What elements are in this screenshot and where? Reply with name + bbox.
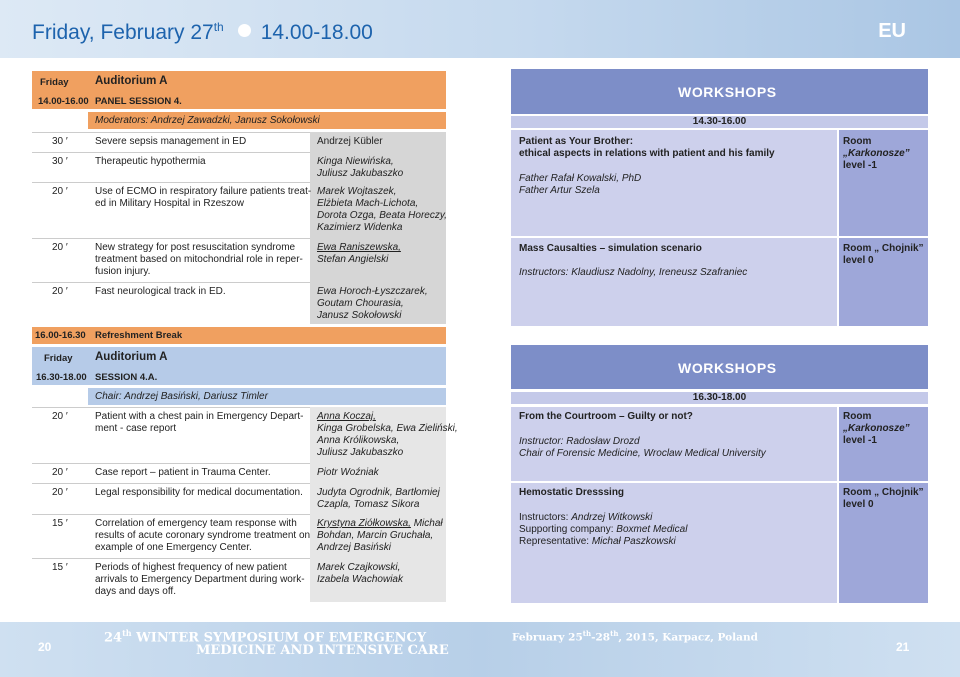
bullet-dot-icon: [238, 24, 251, 37]
row-title: Correlation of emergency team response with: [95, 518, 297, 529]
row-title: arrivals to Emergency Department during work-: [95, 574, 305, 585]
session-day: Friday: [44, 353, 73, 364]
row-authors: Ewa Raniszewska,: [317, 242, 401, 253]
row-duration: 30 ′: [52, 156, 68, 167]
workshop-people: Instructors: Klaudiusz Nadolny, Ireneusz Szafraniec: [519, 267, 748, 278]
workshop-people: Chair of Forensic Medicine, Wroclaw Medical University: [519, 448, 766, 459]
workshop-room: Room „ Chojnik”: [843, 243, 924, 254]
row-title: example of one Emergency Center.: [95, 542, 252, 553]
row-title: Therapeutic hypothermia: [95, 156, 206, 167]
row-title: days and days off.: [95, 586, 176, 597]
page-number-right: 21: [896, 640, 910, 654]
row-authors: Piotr Woźniak: [317, 467, 379, 478]
row-authors: Goutam Chourasia,: [317, 298, 404, 309]
workshop-title: ethical aspects in relations with patient and his family: [519, 148, 775, 159]
row-authors: Elżbieta Mach-Lichota,: [317, 198, 419, 209]
row-authors: Bohdan, Marcin Gruchała,: [317, 530, 434, 541]
workshops-title: WORKSHOPS: [678, 360, 777, 376]
row-duration: 20 ′: [52, 487, 68, 498]
workshop-people: Instructors: Andrzej Witkowski: [519, 512, 653, 523]
row-authors: Kinga Niewińska,: [317, 156, 394, 167]
row-duration: 20 ′: [52, 286, 68, 297]
workshop-title: Hemostatic Dresssing: [519, 487, 625, 498]
row-duration: 15 ′: [52, 562, 68, 573]
eu-badge: EU: [878, 20, 906, 42]
row-title: Severe sepsis management in ED: [95, 136, 247, 147]
row-authors: Stefan Angielski: [317, 254, 389, 265]
row-title: ment - case report: [95, 423, 177, 434]
footer-date: February 25th-28th, 2015, Karpacz, Poland: [512, 629, 758, 644]
workshop-title: Mass Causalties – simulation scenario: [519, 243, 702, 254]
workshop-room: „Karkonosze”: [843, 423, 910, 434]
workshop-people: Representative: Michał Paszkowski: [519, 536, 676, 547]
row-authors: Krystyna Ziółkowska, Michał: [317, 518, 443, 529]
row-title: New strategy for post resuscitation syndrome: [95, 242, 296, 253]
row-authors: Janusz Sokołowski: [317, 310, 402, 321]
row-authors: Dorota Ozga, Beata Horeczy,: [317, 210, 447, 221]
row-authors: Marek Wojtaszek,: [317, 186, 397, 197]
row-duration: 20 ′: [52, 467, 68, 478]
row-title: fusion injury.: [95, 266, 151, 277]
row-duration: 15 ′: [52, 518, 68, 529]
workshop-room: level -1: [843, 435, 877, 446]
workshop-room: Room: [843, 411, 872, 422]
workshop-people: Instructor: Radosław Drozd: [519, 436, 640, 447]
workshop-people: Father Rafał Kowalski, PhD: [519, 173, 642, 184]
session-title: SESSION 4.A.: [95, 372, 158, 383]
workshops-time: 16.30-18.00: [511, 392, 928, 404]
session-time: 14.00-16.00: [38, 96, 89, 107]
row-title: results of acute coronary syndrome treatment on: [95, 530, 311, 541]
row-title: Legal responsibility for medical documentation.: [95, 487, 303, 498]
row-authors: Judyta Ogrodnik, Bartłomiej: [317, 487, 440, 498]
workshop-title: From the Courtroom – Guilty or not?: [519, 411, 693, 422]
row-title: Fast neurological track in ED.: [95, 286, 226, 297]
workshop-people: Father Artur Szela: [519, 185, 600, 196]
row-authors: Kinga Grobelska, Ewa Zieliński,: [317, 423, 458, 434]
workshop-room: level -1: [843, 160, 877, 171]
row-title: treatment based on mitochondrial role in reper-: [95, 254, 303, 265]
footer-symposium-title: 24th WINTER SYMPOSIUM OF EMERGENCY MEDICINE AND INTENSIVE CARE: [104, 628, 449, 659]
row-authors: Czapla, Tomasz Sikora: [317, 499, 420, 510]
session-title: PANEL SESSION 4.: [95, 96, 182, 107]
page-header-title: Friday, February 27th 14.00-18.00: [32, 20, 373, 44]
session-auditorium: Auditorium A: [95, 351, 168, 363]
session-moderators: Moderators: Andrzej Zawadzki, Janusz Sokołowski: [95, 115, 320, 126]
workshop-room: level 0: [843, 499, 874, 510]
row-authors: Izabela Wachowiak: [317, 574, 403, 585]
break-label: Refreshment Break: [95, 330, 183, 341]
page-number-left: 20: [38, 640, 52, 654]
break-time: 16.00-16.30: [35, 330, 86, 341]
workshop-room: „Karkonosze”: [843, 148, 910, 159]
session-time: 16.30-18.00: [36, 372, 87, 383]
row-authors: Ewa Horoch-Łyszczarek,: [317, 286, 428, 297]
row-title: Periods of highest frequency of new patient: [95, 562, 287, 573]
row-authors: Kazimierz Widenka: [317, 222, 403, 233]
row-duration: 20 ′: [52, 186, 68, 197]
row-title: ed in Military Hospital in Rzeszow: [95, 198, 244, 209]
row-authors: Andrzej Kübler: [317, 136, 383, 147]
session-day: Friday: [40, 77, 69, 88]
workshop-title: Patient as Your Brother:: [519, 136, 634, 147]
workshop-room: level 0: [843, 255, 874, 266]
workshops-title: WORKSHOPS: [678, 84, 777, 100]
row-title: Patient with a chest pain in Emergency Depart-: [95, 411, 304, 422]
session-chair: Chair: Andrzej Basiński, Dariusz Timler: [95, 391, 268, 402]
row-duration: 20 ′: [52, 242, 68, 253]
row-authors: Andrzej Basiński: [317, 542, 391, 553]
row-title: Use of ECMO in respiratory failure patients treat-: [95, 186, 312, 197]
workshop-room: Room: [843, 136, 872, 147]
row-authors: Juliusz Jakubaszko: [317, 447, 404, 458]
row-title: Case report – patient in Trauma Center.: [95, 467, 271, 478]
row-authors: Juliusz Jakubaszko: [317, 168, 404, 179]
workshop-people: Supporting company: Boxmet Medical: [519, 524, 688, 535]
workshops-time: 14.30-16.00: [511, 116, 928, 128]
workshop-room: Room „ Chojnik”: [843, 487, 924, 498]
row-duration: 30 ′: [52, 136, 68, 147]
row-authors: Anna Królikowska,: [317, 435, 400, 446]
session-auditorium: Auditorium A: [95, 75, 168, 87]
row-authors: Marek Czajkowski,: [317, 562, 401, 573]
row-duration: 20 ′: [52, 411, 68, 422]
row-authors: Anna Koczaj,: [317, 411, 376, 422]
